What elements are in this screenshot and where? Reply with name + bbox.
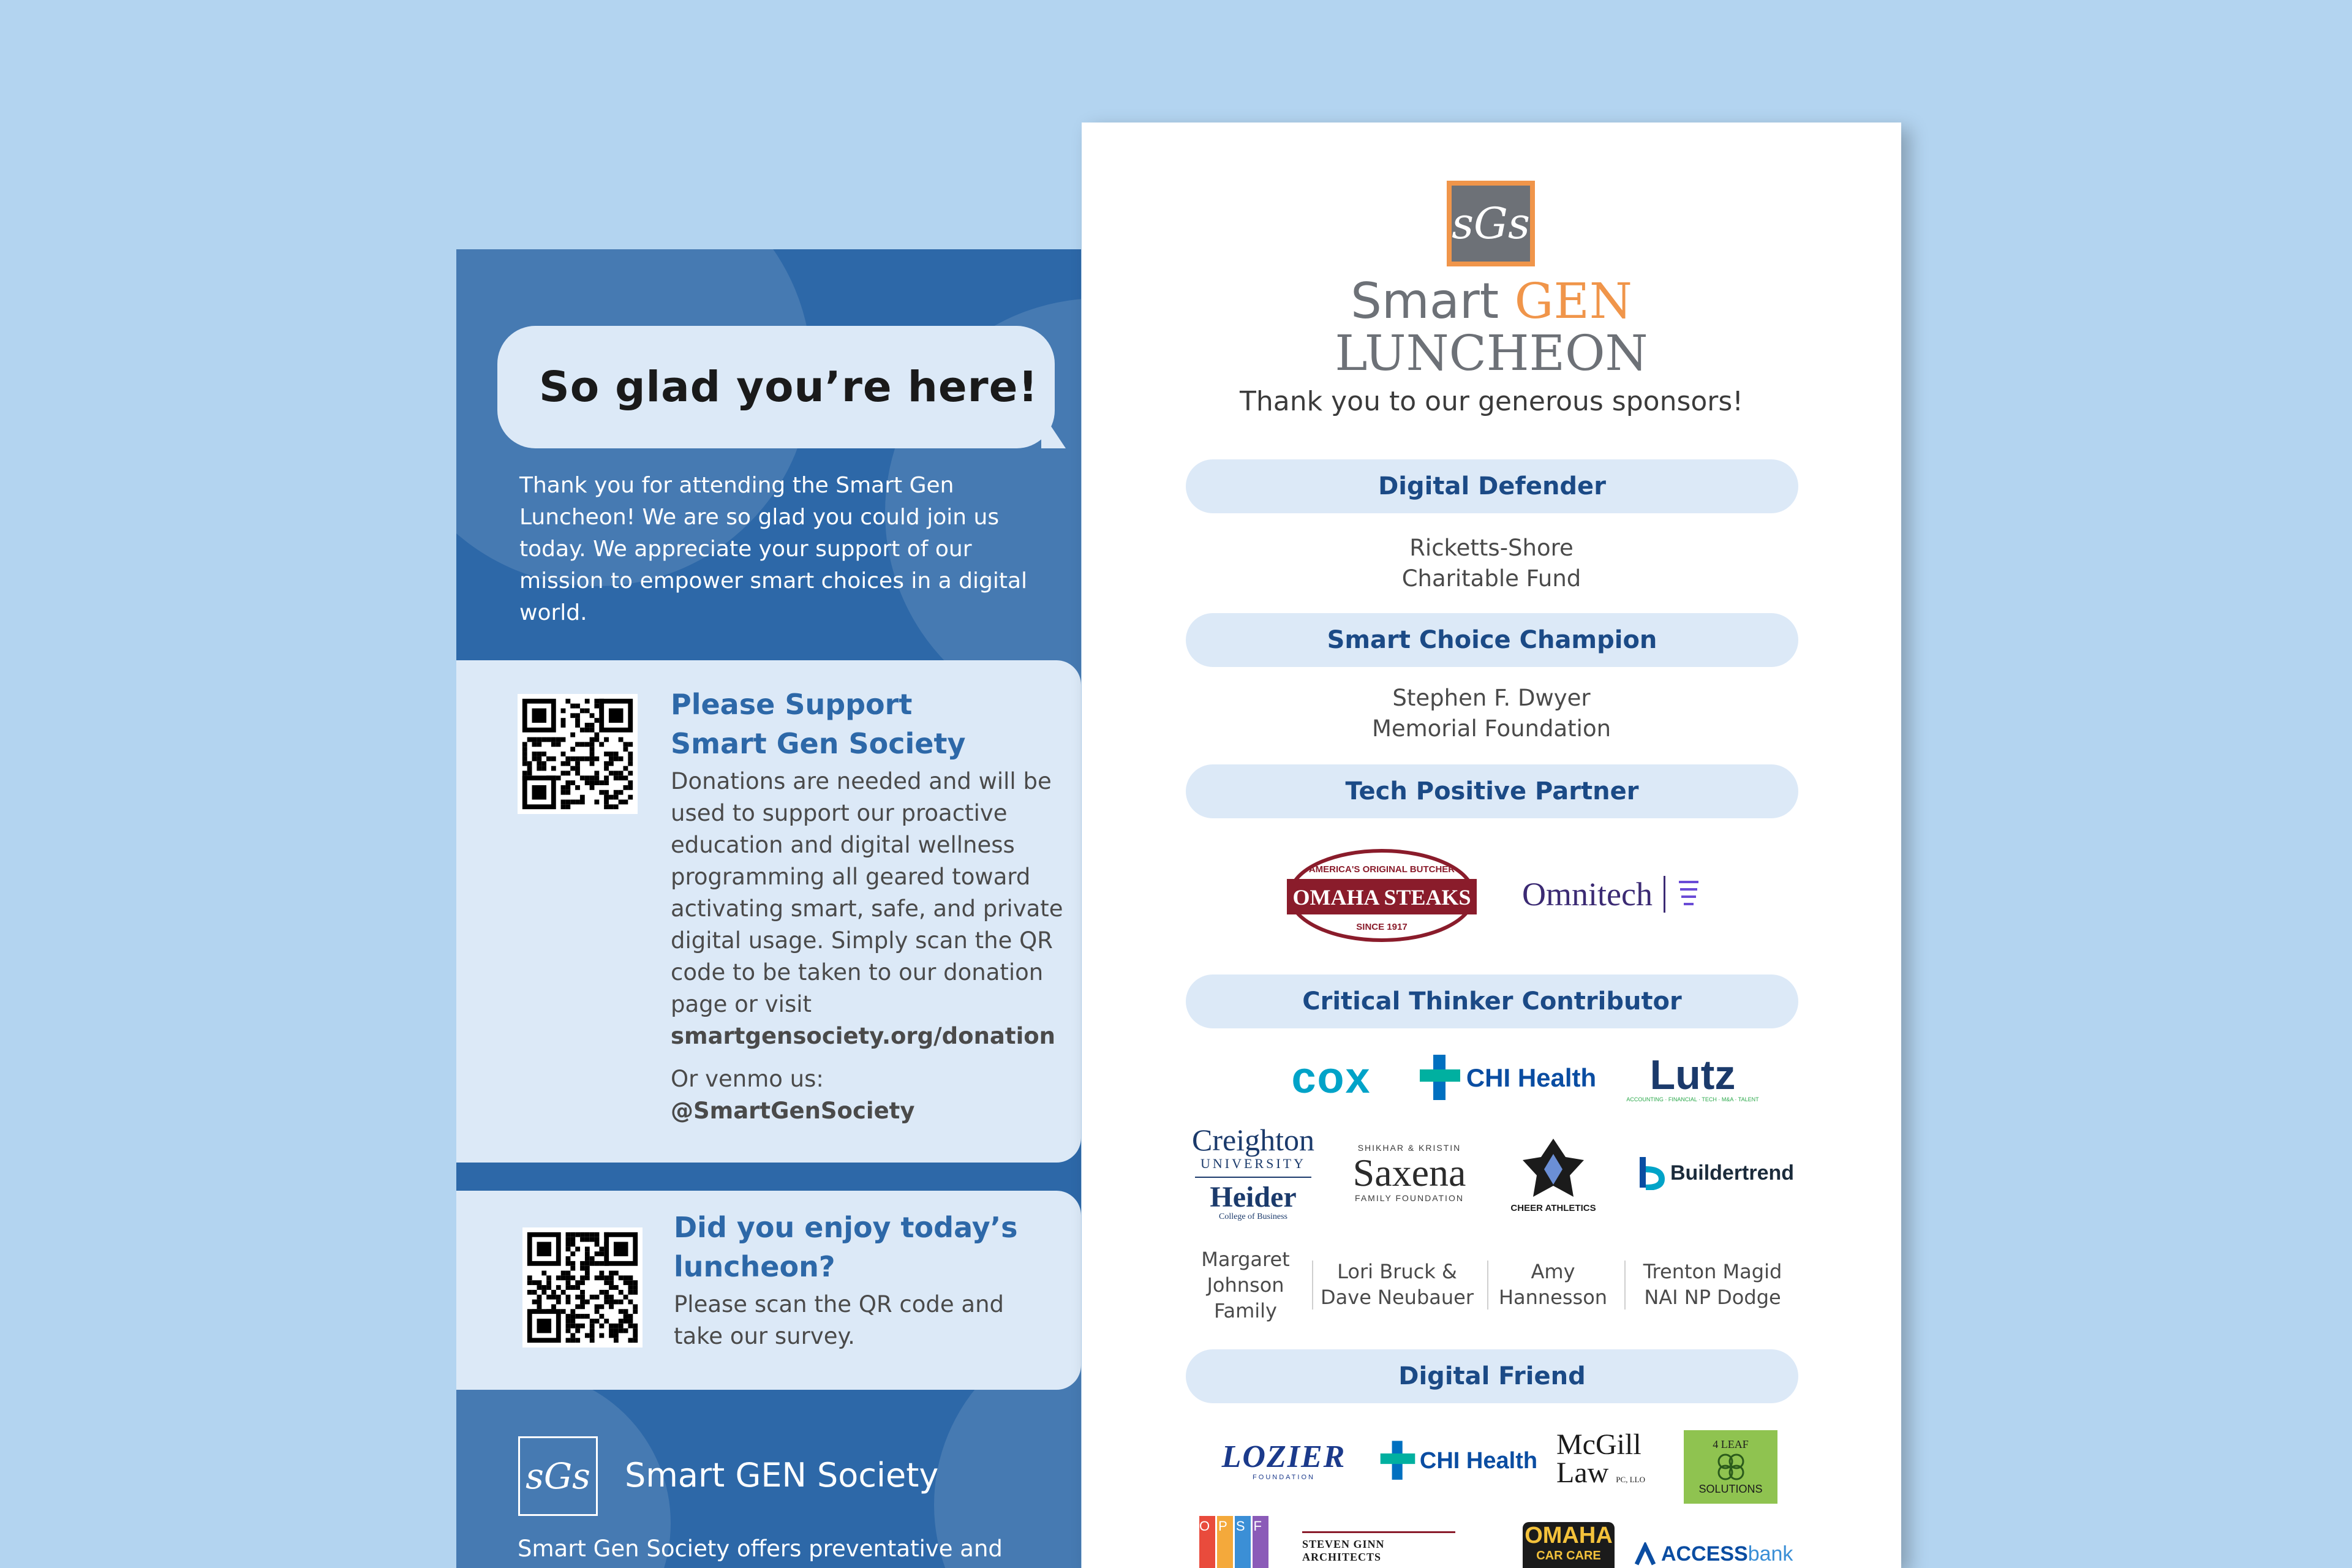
creighton-heider-logo (1189, 1118, 1317, 1228)
survey-body: Please scan the QR code and take our survey. (674, 1291, 1005, 1349)
lutz-tagline: ACCOUNTING · FINANCIAL · TECH · M&A · TALENT (1626, 1096, 1759, 1102)
four-leaf-tagline: 4 LEAF (1713, 1438, 1749, 1450)
chi-health-wordmark: CHI Health (1419, 1447, 1538, 1474)
accessbank-icon (1633, 1542, 1657, 1567)
support-body-text: Donations are needed and will be used to support our proactive education and digital wellness programming all geared toward activating smart, safe, and private digital usage. Simply scan the QR code to be taken to our donation page or visit (671, 768, 1063, 1017)
buildertrend-logo (1630, 1148, 1801, 1197)
saxena-tagline-bottom: FAMILY FOUNDATION (1355, 1193, 1464, 1203)
sgs-logo (1447, 181, 1535, 266)
contributor-name (1186, 1246, 1305, 1324)
sponsors-card (1082, 123, 1901, 1568)
four-leaf-wordmark: SOLUTIONS (1698, 1483, 1763, 1495)
contributor-name-line: Amy (1531, 1260, 1575, 1283)
brand-smart: Smart (1351, 273, 1499, 330)
lutz-wordmark: Lutz (1649, 1052, 1736, 1098)
four-leaf-icon (1715, 1451, 1747, 1483)
mcgill-wordmark: McGill (1556, 1428, 1642, 1461)
contributor-name-line: Lori Bruck & (1337, 1260, 1457, 1283)
omaha-car-care-tagline: CAR CARE (1536, 1549, 1601, 1562)
accessbank-wordmark: ACCESS (1661, 1542, 1748, 1566)
champion-sponsor-line1: Stephen F. Dwyer (1392, 685, 1591, 711)
support-title-line2: Smart Gen Society (671, 727, 966, 760)
heider-wordmark: Heider (1210, 1181, 1297, 1213)
contributor-name-line: Trenton Magid (1643, 1260, 1782, 1283)
contributor-name-line: Johnson (1207, 1273, 1284, 1297)
sgs-logo-text: sGs (1452, 198, 1530, 249)
tier-tech-positive-partner: Tech Positive Partner (1186, 764, 1798, 818)
saxena-wordmark: Saxena (1352, 1151, 1466, 1194)
omnitech-divider (1664, 876, 1665, 913)
opsf-logo (1198, 1516, 1272, 1568)
contributor-name-line: Margaret (1201, 1248, 1290, 1271)
saxena-logo (1339, 1139, 1480, 1207)
buildertrend-icon (1637, 1156, 1665, 1190)
mcgill-tagline: PC, LLO (1616, 1475, 1645, 1484)
lozier-foundation-logo (1207, 1436, 1360, 1485)
lozier-wordmark: LOZIER (1221, 1439, 1346, 1474)
omaha-steaks-since: SINCE 1917 (1356, 922, 1408, 932)
omnitech-logo (1501, 867, 1722, 922)
four-leaf-solutions-logo (1684, 1430, 1777, 1504)
brand-gen: GEN (1514, 273, 1632, 330)
support-title (671, 685, 965, 763)
mcgill-law-logo (1556, 1428, 1660, 1491)
venmo-handle[interactable]: @SmartGenSociety (671, 1098, 915, 1124)
omaha-steaks-logo (1287, 848, 1477, 943)
divider (1624, 1261, 1626, 1310)
thanks-heading: Thank you to our generous sponsors! (1240, 386, 1743, 417)
contributor-name (1630, 1259, 1795, 1310)
defender-sponsor (1082, 533, 1901, 594)
champion-sponsor-line2: Memorial Foundation (1371, 715, 1611, 742)
contributor-name-line: Hannesson (1498, 1286, 1608, 1309)
sgs-logo-text: sGs (526, 1455, 590, 1497)
omaha-steaks-wordmark: OMAHA STEAKS (1292, 885, 1471, 910)
cheer-athletics-icon (1520, 1136, 1587, 1203)
cox-wordmark: cox (1291, 1054, 1371, 1102)
contributor-name (1317, 1259, 1477, 1310)
omnitech-wordmark: Omnitech (1522, 876, 1653, 913)
survey-panel (456, 1191, 1081, 1390)
accessbank-logo (1633, 1540, 1798, 1568)
creighton-wordmark: Creighton (1192, 1123, 1314, 1157)
speech-bubble (497, 326, 1055, 448)
heider-tagline: College of Business (1219, 1212, 1287, 1221)
tier-digital-friend: Digital Friend (1186, 1349, 1798, 1403)
omaha-car-care-wordmark: OMAHA (1525, 1523, 1613, 1548)
chi-cross-icon (1419, 1054, 1461, 1102)
contributor-name-line: NAI NP Dodge (1644, 1286, 1781, 1309)
support-panel (456, 660, 1081, 1163)
chi-cross-icon (1379, 1439, 1416, 1482)
accessbank-suffix: bank (1747, 1542, 1793, 1566)
chi-health-wordmark: CHI Health (1466, 1063, 1597, 1092)
footer-text: Smart Gen Society offers preventative and (518, 1536, 1003, 1562)
sgs-logo (518, 1436, 598, 1516)
defender-sponsor-line2: Charitable Fund (1401, 565, 1581, 592)
creighton-divider (1195, 1177, 1311, 1178)
tier-smart-choice-champion: Smart Choice Champion (1186, 613, 1798, 667)
donation-link[interactable]: smartgensociety.org/donation (671, 1023, 1056, 1049)
venmo-label: Or venmo us: (671, 1066, 824, 1092)
omaha-steaks-tagline: AMERICA'S ORIGINAL BUTCHER (1308, 864, 1455, 875)
support-body (671, 766, 1069, 1127)
cheer-athletics-logo (1492, 1130, 1615, 1219)
saxena-tagline-top: SHIKHAR & KRISTIN (1357, 1143, 1461, 1153)
lozier-tagline: FOUNDATION (1253, 1474, 1315, 1481)
creighton-university: UNIVERSITY (1200, 1156, 1306, 1171)
survey-qr-code[interactable] (522, 1227, 643, 1348)
opsf-wordmark: OPSF (1199, 1518, 1270, 1534)
divider (1312, 1261, 1313, 1310)
footer-brand: Smart GEN Society (625, 1456, 939, 1494)
mcgill-law-wordmark: Law (1556, 1457, 1609, 1489)
lutz-logo (1621, 1044, 1765, 1112)
champion-sponsor (1082, 683, 1901, 744)
cox-logo (1278, 1050, 1385, 1106)
steven-ginn-logo (1302, 1531, 1455, 1563)
omaha-car-care-logo (1523, 1522, 1615, 1568)
info-card (456, 249, 1081, 1568)
survey-title: Did you enjoy today’s luncheon? (674, 1211, 1018, 1283)
brand-title (1082, 273, 1901, 330)
donation-qr-code[interactable] (518, 694, 638, 814)
buildertrend-wordmark: Buildertrend (1670, 1161, 1795, 1185)
cheer-athletics-wordmark: CHEER ATHLETICS (1510, 1203, 1596, 1213)
tier-digital-defender: Digital Defender (1186, 459, 1798, 513)
steven-ginn-wordmark: STEVEN GINN ARCHITECTS (1302, 1538, 1385, 1563)
divider (1487, 1261, 1488, 1310)
contributor-name-line: Dave Neubauer (1321, 1286, 1474, 1309)
brand-subtitle: LUNCHEON (1335, 325, 1648, 382)
intro-text: Thank you for attending the Smart Gen Luncheon! We are so glad you could join us today. We appreciate your support of our mission to empower smart choices in a digital world. (519, 473, 1028, 625)
chi-health-logo (1376, 1436, 1541, 1485)
contributor-name-line: Family (1214, 1299, 1277, 1322)
greeting-heading: So glad you’re here! (539, 363, 1038, 412)
support-title-line1: Please Support (671, 688, 913, 721)
omnitech-icon (1676, 876, 1701, 913)
contributor-name (1493, 1259, 1613, 1310)
defender-sponsor-line1: Ricketts-Shore (1409, 535, 1574, 561)
chi-health-logo (1415, 1050, 1599, 1106)
tier-critical-thinker-contributor: Critical Thinker Contributor (1186, 974, 1798, 1028)
